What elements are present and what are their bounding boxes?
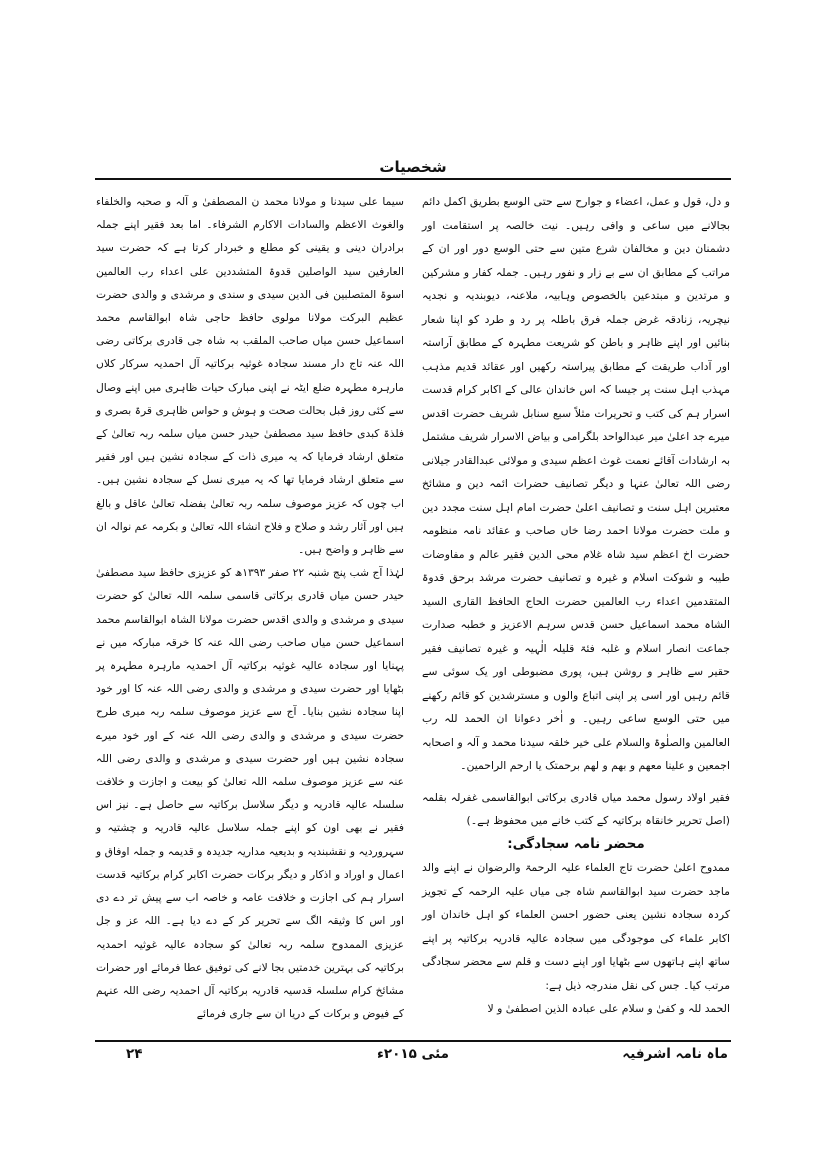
page-header-title: شخصیات — [379, 158, 447, 176]
footer-issue-date: مئی ۲۰۱۵ء — [376, 1046, 450, 1062]
body-paragraph: لہٰذا آج شب پنج شنبہ ۲۲ صفر ۱۳۹۳ھ کو عزیزی حافظ سید مصطفیٰ حیدر حسن میاں قادری برکاتی قاسمی سلمہ اللہ تعالیٰ کو حضرت سیدی و مرشدی و والدی اقدس حضرت مولانا الشاہ ابوالقاسم محمد اسماعیل حسن میاں صاحب رضی اللہ عنہ کا خرقہ مبارکہ میں نے پہنایا اور سجادہ عالیہ غوثیہ برکاتیہ آل احمدیہ مارہرہ مطہرہ پر بٹھایا اور حضرت سیدی و مرشدی و والدی رضی اللہ عنہ کا اور خود اپنا سجادہ نشین بنایا۔ آج سے عزیز موصوف سلمہ ربہ میری طرح حضرت سیدی و مرشدی و والدی رضی اللہ عنہ کے اور خود میرے سجادہ نشین ہیں اور حضرت سیدی و مرشدی و والدی رضی اللہ عنہ سے عزیز موصوف سلمہ اللہ تعالیٰ کو بیعت و اجازت و خلافت سلسلہ عالیہ قادریہ و دیگر سلاسل برکاتیہ سے حاصل ہے۔ نیز اس فقیر نے بھی اون کو اپنے جملہ سلاسل عالیہ قادریہ و چشتیہ و سہروردیہ و نقشبندیہ و بدیعیہ مداریہ جدیدہ و قدیمہ و جملہ اوفاق و اعمال و اوراد و اذکار و دیگر برکات حضرت اکابر کرام برکاتیہ قدست اسرار ہم کی اجازت و خلافت عامہ و خاصہ اب سے پیش تر دے دی اور اس کا وثیقہ الگ سے تحریر کر کے دے دیا ہے۔ اللہ عز و جل عزیزی الممدوح سلمہ ربہ تعالیٰ کو سجادہ عالیہ غوثیہ احمدیہ برکاتیہ کی بہترین خدمتیں بجا لانے کی توفیق عطا فرمائے اور حضرات مشائخ کرام سلسلہ قدسیہ قادریہ برکاتیہ آل احمدیہ رضی اللہ عنہم کے فیوض و برکات کے دریا ان سے جاری فرمائے — [96, 566, 404, 1021]
section-heading: محضر نامہ سجادگی: — [507, 835, 645, 852]
body-paragraph: و دل، قول و عمل، اعضاء و جوارح سے حتی الوسع بطریق اکمل دائم بجالانے میں ساعی و وافی رہیں۔ نیت خالصہ پر استقامت اور دشمنان دین و مخالفان شرع متین سے حتی الوسع دور اور ان کے مراتب کے مطابق ان سے بے زار و نفور رہیں۔ جملہ کفار و مشرکین و مرتدین و مبتدعین بالخصوص وہابیہ، ملاعنہ، دیوبندیہ و نجدیہ نیچریہ، زنادقہ غرض جملہ فرق باطلہ پر رد و طرد کو اپنا شعار بنائیں اور اپنے ظاہر و باطن کو شریعت مطہرہ کے مطابق آراستہ اور آداب طریقت کے مطابق پیراستہ رکھیں اور عقائد قدیم مذہب مہذب اہل سنت پر جیسا کہ اس خاندان عالی کے اکابر کرام قدست اسرار ہم کی کتب و تحریرات مثلاً سبع سنابل شریف حضرت اقدس میرے جد اعلیٰ میر عبدالواحد بلگرامی و بیاض الاسرار شریف مشتمل بہ ارشادات آقائے نعمت غوث اعظم سیدی و مولائی عبدالقادر جیلانی رضی اللہ تعالیٰ عنہا و دیگر تصانیف حضرات ائمہ دین و مشائخ معتبرین اہل سنت و تصانیف اعلیٰ حضرت امام اہل سنت مجدد دین و ملت حضرت مولانا احمد رضا خاں صاحب و عقائد نامہ منظومہ حضرت اخ اعظم سید شاہ غلام محی الدین فقیر عالم و مفاوضات طیبہ و شوکت اسلام و غیرہ و تصانیف حضرت مرشد برحق قدوۃ المتقدمین اعداء رب العالمین حضرت الحاج الحافظ القاری السید الشاہ محمد اسماعیل حسن قدس سرہم الاعزیز و خطبہ صدارت جماعت انصار اسلام و غلبہ فئۃ قلیلہ الٰہیہ و غیرہ تصانیف فقیر حقیر سے ظاہر و روشن ہیں، پوری مضبوطی اور یک سوئی سے قائم رہیں اور اسی پر اپنی اتباع والوں و مسترشدین کو قائم رکھنے میں حتی الوسع ساعی رہیں۔ و اٰخر دعوانا ان الحمد للہ رب العالمین والصلٰوۃ والسلام علی خیر خلقہ سیدنا محمد و آلہ و اصحابہ اجمعین و علینا معھم و بھم و لھم برحمتک یا ارحم الراحمین۔ — [422, 195, 730, 772]
left-column — [96, 190, 404, 1025]
footer-divider — [95, 1040, 731, 1042]
body-paragraph: الحمد للہ و کفیٰ و سلام علی عبادہ الذین اصطفیٰ و لا — [487, 1002, 730, 1015]
signature-block: فقیر اولاد رسول محمد میاں قادری برکاتی ابوالقاسمی غفرلہ بقلمہ (اصل تحریر خانقاہ برکاتیہ کے کتب خانے میں محفوظ ہے۔) — [422, 790, 730, 827]
right-column — [422, 190, 730, 1021]
header-divider — [95, 178, 731, 180]
footer-page-number: ۲۴ — [126, 1046, 143, 1062]
footer-magazine-name: ماہ نامہ اشرفیہ — [622, 1046, 728, 1062]
body-paragraph: ممدوح اعلیٰ حضرت تاج العلماء علیہ الرحمۃ والرضوان نے اپنے والد ماجد حضرت سید ابوالقاسم شاہ جی میاں علیہ الرحمہ کے تجویز کردہ سجادہ نشین یعنی حضور احسن العلماء کو اہل خاندان اور اکابر علماء کی موجودگی میں سجادہ عالیہ قادریہ برکاتیہ پر اپنے ساتھ اپنے ہاتھوں سے بٹھایا اور اپنے دست و قلم سے محضر سجادگی مرتب کیا۔ جس کی نقل مندرجہ ذیل ہے: — [422, 861, 730, 992]
body-paragraph: سیما علی سیدنا و مولانا محمد ن المصطفیٰ و آلہ و صحبہ والخلفاء والغوث الاعظم والسادات الاکارم الشرفاء۔ اما بعد فقیر اپنے جملہ برادران دینی و یقینی کو مطلع و خبردار کرتا ہے کہ حضرت سید العارفین سید الواصلین قدوۃ المتشددین علی اعداء رب العالمین اسوۃ المتصلبین فی الدین سیدی و سندی و مرشدی و والدی حضرت عظیم البرکت مولانا مولوی حافظ حاجی شاہ ابوالقاسم محمد اسماعیل حسن میاں صاحب الملقب بہ شاہ جی قادری برکاتی رضی اللہ عنہ تاج دار مسند سجادہ غوثیہ برکاتیہ آل احمدیہ سرکار کلاں مارہرہ مطہرہ ضلع ایٹہ نے اپنی مبارک حیات ظاہری میں اپنے وصال سے کئی روز قبل بحالت صحت و ہوش و حواس ظاہری قرۃ بصری و فلذۃ کبدی حافظ سید مصطفیٰ حیدر حسن میاں سلمہ ربہ تعالیٰ کے متعلق ارشاد فرمایا کہ یہ میری ذات کے سجادہ نشین ہیں اور فقیر سے متعلق ارشاد فرمایا تھا کہ یہ میری نسل کے سجادہ نشین ہیں۔ اب چوں کہ عزیز موصوف سلمہ ربہ تعالیٰ بفضلہ تعالیٰ عاقل و بالغ ہیں اور آثار رشد و صلاح و فلاح انشاء اللہ تعالیٰ و بکرمہ عم نوالہ ان سے ظاہر و واضح ہیں۔ — [96, 195, 404, 557]
